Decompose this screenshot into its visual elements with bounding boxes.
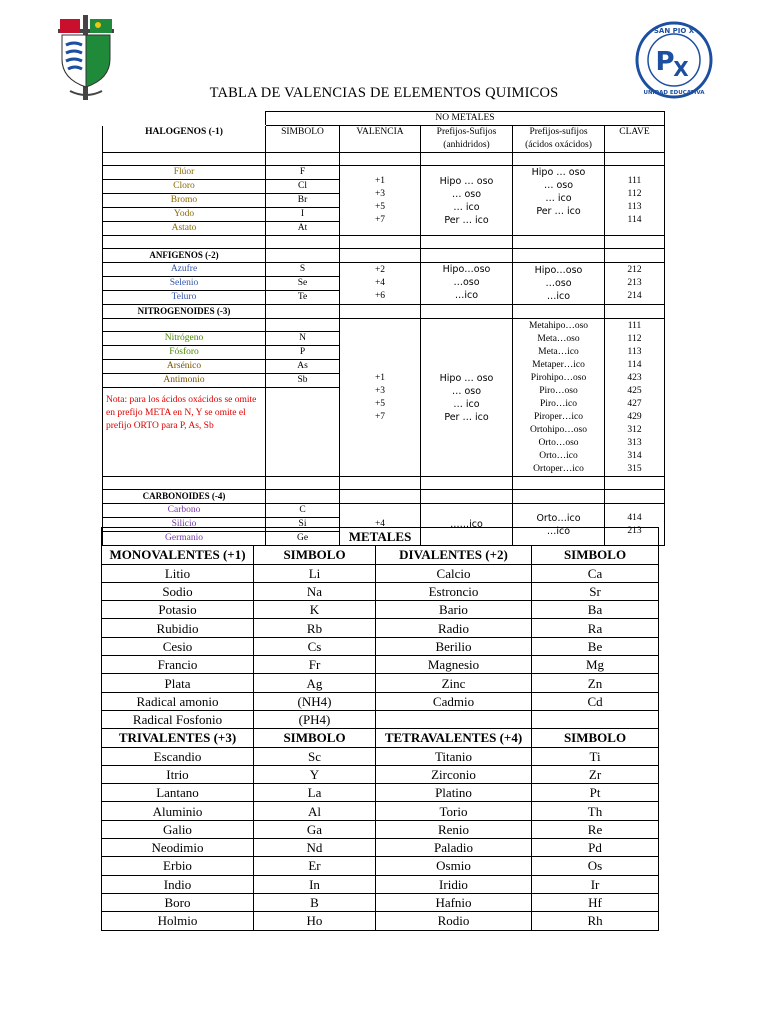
element-symbol: Li bbox=[254, 564, 376, 582]
carbo-anhidrido: ……ico bbox=[421, 504, 513, 546]
nitro-acidos: Metahipo…oso Meta…oso Meta…ico Metaper…ico Pirohipo…oso Piro…oso Piro…ico Piroper…ico Ortohipo…oso Orto…oso Orto…ico Ortoper…ico bbox=[513, 319, 605, 477]
table-row bbox=[103, 504, 665, 518]
element-symbol: (PH4) bbox=[254, 710, 376, 728]
element-symbol: As bbox=[266, 360, 340, 374]
carbonoides-title: CARBONOIDES (-4) bbox=[103, 490, 266, 504]
anhidridos-header: Prefijos-Sufijos (anhidridos) bbox=[421, 126, 513, 153]
element-name: Sodio bbox=[102, 582, 254, 600]
element-symbol: Sb bbox=[266, 374, 340, 388]
element-symbol: Fr bbox=[254, 656, 376, 674]
element-symbol: Nd bbox=[254, 839, 376, 857]
nitro-claves: 111 112 113 114 423 425 427 429 312 313 314 315 bbox=[605, 319, 665, 477]
element-name: Cadmio bbox=[376, 692, 532, 710]
table-row bbox=[103, 263, 665, 277]
group-header-row bbox=[103, 305, 665, 319]
element-symbol: Ge bbox=[266, 532, 340, 546]
element-symbol: Re bbox=[532, 820, 659, 838]
column-header: TETRAVALENTES (+4) bbox=[376, 729, 532, 747]
element-symbol: C bbox=[266, 504, 340, 518]
element-name: Zirconio bbox=[376, 765, 532, 783]
element-name: Paladio bbox=[376, 839, 532, 857]
table-row bbox=[102, 637, 659, 655]
element-symbol: Ra bbox=[532, 619, 659, 637]
element-name: Fósforo bbox=[103, 346, 266, 360]
element-name: Calcio bbox=[376, 564, 532, 582]
table-row bbox=[102, 912, 659, 930]
table-row bbox=[102, 564, 659, 582]
anfigeno-anhidridos: Hipo…oso …oso …ico bbox=[421, 263, 513, 305]
metals-title-row bbox=[102, 528, 659, 546]
table-row bbox=[102, 674, 659, 692]
element-symbol: Al bbox=[254, 802, 376, 820]
table-row bbox=[102, 875, 659, 893]
element-name: Boro bbox=[102, 893, 254, 911]
element-symbol: Rh bbox=[532, 912, 659, 930]
element-name: Silicio bbox=[103, 518, 266, 532]
element-symbol: Na bbox=[254, 582, 376, 600]
carbo-valencia: +4 bbox=[340, 504, 421, 546]
element-name: Nitrógeno bbox=[103, 332, 266, 346]
element-name: Azufre bbox=[103, 263, 266, 277]
element-name: Iridio bbox=[376, 875, 532, 893]
valencia-header: VALENCIA bbox=[340, 126, 421, 153]
table-row bbox=[102, 839, 659, 857]
element-symbol: Os bbox=[532, 857, 659, 875]
halogen-acidos: Hipo … oso … oso … ico Per … ico bbox=[513, 166, 605, 236]
element-name: Yodo bbox=[103, 208, 266, 222]
element-name: Radical amonio bbox=[102, 692, 254, 710]
element-name: Arsénico bbox=[103, 360, 266, 374]
element-name: Radical Fosfonio bbox=[102, 710, 254, 728]
element-symbol: Pd bbox=[532, 839, 659, 857]
element-name: Galio bbox=[102, 820, 254, 838]
table-row bbox=[102, 765, 659, 783]
non-metals-table bbox=[102, 111, 665, 546]
halogen-anhidridos: Hipo … oso … oso … ico Per … ico bbox=[421, 166, 513, 236]
simbolo-header: SIMBOLO bbox=[266, 126, 340, 153]
table-row bbox=[102, 582, 659, 600]
column-header: SIMBOLO bbox=[532, 546, 659, 564]
element-name: Hafnio bbox=[376, 893, 532, 911]
element-symbol: Zn bbox=[532, 674, 659, 692]
logo-text-top: SAN PIO X bbox=[653, 27, 695, 35]
element-symbol: Ga bbox=[254, 820, 376, 838]
carbo-acidos: Orto…ico …ico bbox=[513, 504, 605, 546]
element-symbol: Pt bbox=[532, 784, 659, 802]
group-header-row bbox=[103, 490, 665, 504]
oxacid-note: Nota: para los ácidos oxácidos se omite en prefijo META en N, Y se omite el prefijo ORTO para P, As, Sb bbox=[103, 388, 266, 477]
element-name: Itrio bbox=[102, 765, 254, 783]
element-symbol: Si bbox=[266, 518, 340, 532]
spacer-row bbox=[103, 319, 665, 332]
element-name: Carbono bbox=[103, 504, 266, 518]
table-row bbox=[102, 710, 659, 728]
element-symbol: In bbox=[254, 875, 376, 893]
element-symbol: N bbox=[266, 332, 340, 346]
table-row bbox=[102, 893, 659, 911]
element-symbol: La bbox=[254, 784, 376, 802]
element-name: Aluminio bbox=[102, 802, 254, 820]
element-name: Platino bbox=[376, 784, 532, 802]
element-name: Bario bbox=[376, 601, 532, 619]
carbo-claves: 414 213 bbox=[605, 504, 665, 546]
metals-table bbox=[101, 527, 659, 931]
halogen-claves: 111 112 113 114 bbox=[605, 166, 665, 236]
element-symbol: Ir bbox=[532, 875, 659, 893]
nitro-anhidridos: Hipo … oso … oso … ico Per … ico bbox=[421, 319, 513, 477]
acidos-header: Prefijos-sufijos (ácidos oxácidos) bbox=[513, 126, 605, 153]
spacer-row bbox=[103, 236, 665, 249]
element-name: Selenio bbox=[103, 277, 266, 291]
element-symbol: Zr bbox=[532, 765, 659, 783]
spacer-row bbox=[103, 477, 665, 490]
page-title: TABLA DE VALENCIAS DE ELEMENTOS QUIMICOS bbox=[209, 85, 559, 101]
element-symbol: F bbox=[266, 166, 340, 180]
table-header-row bbox=[103, 126, 665, 153]
element-symbol: Cl bbox=[266, 180, 340, 194]
group-header-row bbox=[103, 249, 665, 263]
element-name: Escandio bbox=[102, 747, 254, 765]
element-name: Litio bbox=[102, 564, 254, 582]
svg-text:P: P bbox=[655, 47, 675, 77]
svg-text:X: X bbox=[673, 57, 689, 81]
nitrogenoides-title: NITROGENOIDES (-3) bbox=[103, 305, 266, 319]
element-name: Neodimio bbox=[102, 839, 254, 857]
table-row bbox=[102, 692, 659, 710]
table-row bbox=[102, 802, 659, 820]
element-symbol: B bbox=[254, 893, 376, 911]
element-name: Lantano bbox=[102, 784, 254, 802]
element-name: Cloro bbox=[103, 180, 266, 194]
element-symbol: K bbox=[254, 601, 376, 619]
halogenos-header: HALOGENOS (-1) bbox=[103, 126, 266, 153]
element-symbol: Be bbox=[532, 637, 659, 655]
table-row bbox=[102, 747, 659, 765]
element-symbol: Te bbox=[266, 291, 340, 305]
element-name: Estroncio bbox=[376, 582, 532, 600]
element-symbol: Mg bbox=[532, 656, 659, 674]
element-name: Francio bbox=[102, 656, 254, 674]
element-name: Rubidio bbox=[102, 619, 254, 637]
table-row bbox=[102, 601, 659, 619]
column-header: TRIVALENTES (+3) bbox=[102, 729, 254, 747]
element-symbol: Hf bbox=[532, 893, 659, 911]
table-row bbox=[102, 784, 659, 802]
element-name: Berilio bbox=[376, 637, 532, 655]
element-symbol bbox=[532, 710, 659, 728]
column-header: SIMBOLO bbox=[254, 546, 376, 564]
element-symbol: Sr bbox=[532, 582, 659, 600]
table-row bbox=[103, 166, 665, 180]
element-name: Potasio bbox=[102, 601, 254, 619]
anfigeno-valencias: +2 +4 +6 bbox=[340, 263, 421, 305]
clave-header: CLAVE bbox=[605, 126, 665, 153]
anfigenos-title: ANFIGENOS (-2) bbox=[103, 249, 266, 263]
element-name: Holmio bbox=[102, 912, 254, 930]
nitro-valencias: +1 +3 +5 +7 bbox=[340, 319, 421, 477]
element-name: Titanio bbox=[376, 747, 532, 765]
metals-title: METALES bbox=[102, 528, 659, 546]
element-symbol: S bbox=[266, 263, 340, 277]
column-header: MONOVALENTES (+1) bbox=[102, 546, 254, 564]
element-name: Cesio bbox=[102, 637, 254, 655]
element-symbol: At bbox=[266, 222, 340, 236]
element-symbol: Er bbox=[254, 857, 376, 875]
element-symbol: Th bbox=[532, 802, 659, 820]
element-symbol: Se bbox=[266, 277, 340, 291]
element-symbol: Cd bbox=[532, 692, 659, 710]
element-name: Osmio bbox=[376, 857, 532, 875]
element-name: Indio bbox=[102, 875, 254, 893]
element-symbol: Ti bbox=[532, 747, 659, 765]
table-row bbox=[102, 857, 659, 875]
element-name: Radio bbox=[376, 619, 532, 637]
element-symbol: Sc bbox=[254, 747, 376, 765]
element-name: Magnesio bbox=[376, 656, 532, 674]
element-symbol: Br bbox=[266, 194, 340, 208]
element-name: Rodio bbox=[376, 912, 532, 930]
table-row bbox=[102, 820, 659, 838]
element-name: Torio bbox=[376, 802, 532, 820]
element-name: Bromo bbox=[103, 194, 266, 208]
anfigeno-acidos: Hipo…oso …oso …ico bbox=[513, 263, 605, 305]
metals-header-row bbox=[102, 546, 659, 564]
element-name bbox=[376, 710, 532, 728]
element-symbol: Cs bbox=[254, 637, 376, 655]
column-header: SIMBOLO bbox=[532, 729, 659, 747]
element-symbol: Ag bbox=[254, 674, 376, 692]
element-name: Zinc bbox=[376, 674, 532, 692]
element-symbol: (NH4) bbox=[254, 692, 376, 710]
element-name: Astato bbox=[103, 222, 266, 236]
column-header: SIMBOLO bbox=[254, 729, 376, 747]
anfigeno-claves: 212 213 214 bbox=[605, 263, 665, 305]
element-symbol: Ba bbox=[532, 601, 659, 619]
table-row bbox=[102, 656, 659, 674]
spacer-row bbox=[103, 153, 665, 166]
non-metals-title: NO METALES bbox=[266, 112, 665, 126]
table-header-title-row bbox=[103, 112, 665, 126]
element-name: Flúor bbox=[103, 166, 266, 180]
element-symbol: Ca bbox=[532, 564, 659, 582]
element-symbol: Y bbox=[254, 765, 376, 783]
element-name: Erbio bbox=[102, 857, 254, 875]
halogen-valencias: +1 +3 +5 +7 bbox=[340, 166, 421, 236]
metals-header-row bbox=[102, 729, 659, 747]
element-name: Renio bbox=[376, 820, 532, 838]
element-name: Antimonio bbox=[103, 374, 266, 388]
column-header: DIVALENTES (+2) bbox=[376, 546, 532, 564]
element-name: Plata bbox=[102, 674, 254, 692]
logo-text-bottom: UNIDAD EDUCATIVA bbox=[643, 90, 705, 96]
element-symbol: Ho bbox=[254, 912, 376, 930]
element-name: Teluro bbox=[103, 291, 266, 305]
element-symbol: P bbox=[266, 346, 340, 360]
element-name: Germanio bbox=[103, 532, 266, 546]
element-symbol: Rb bbox=[254, 619, 376, 637]
table-row bbox=[102, 619, 659, 637]
element-symbol: I bbox=[266, 208, 340, 222]
